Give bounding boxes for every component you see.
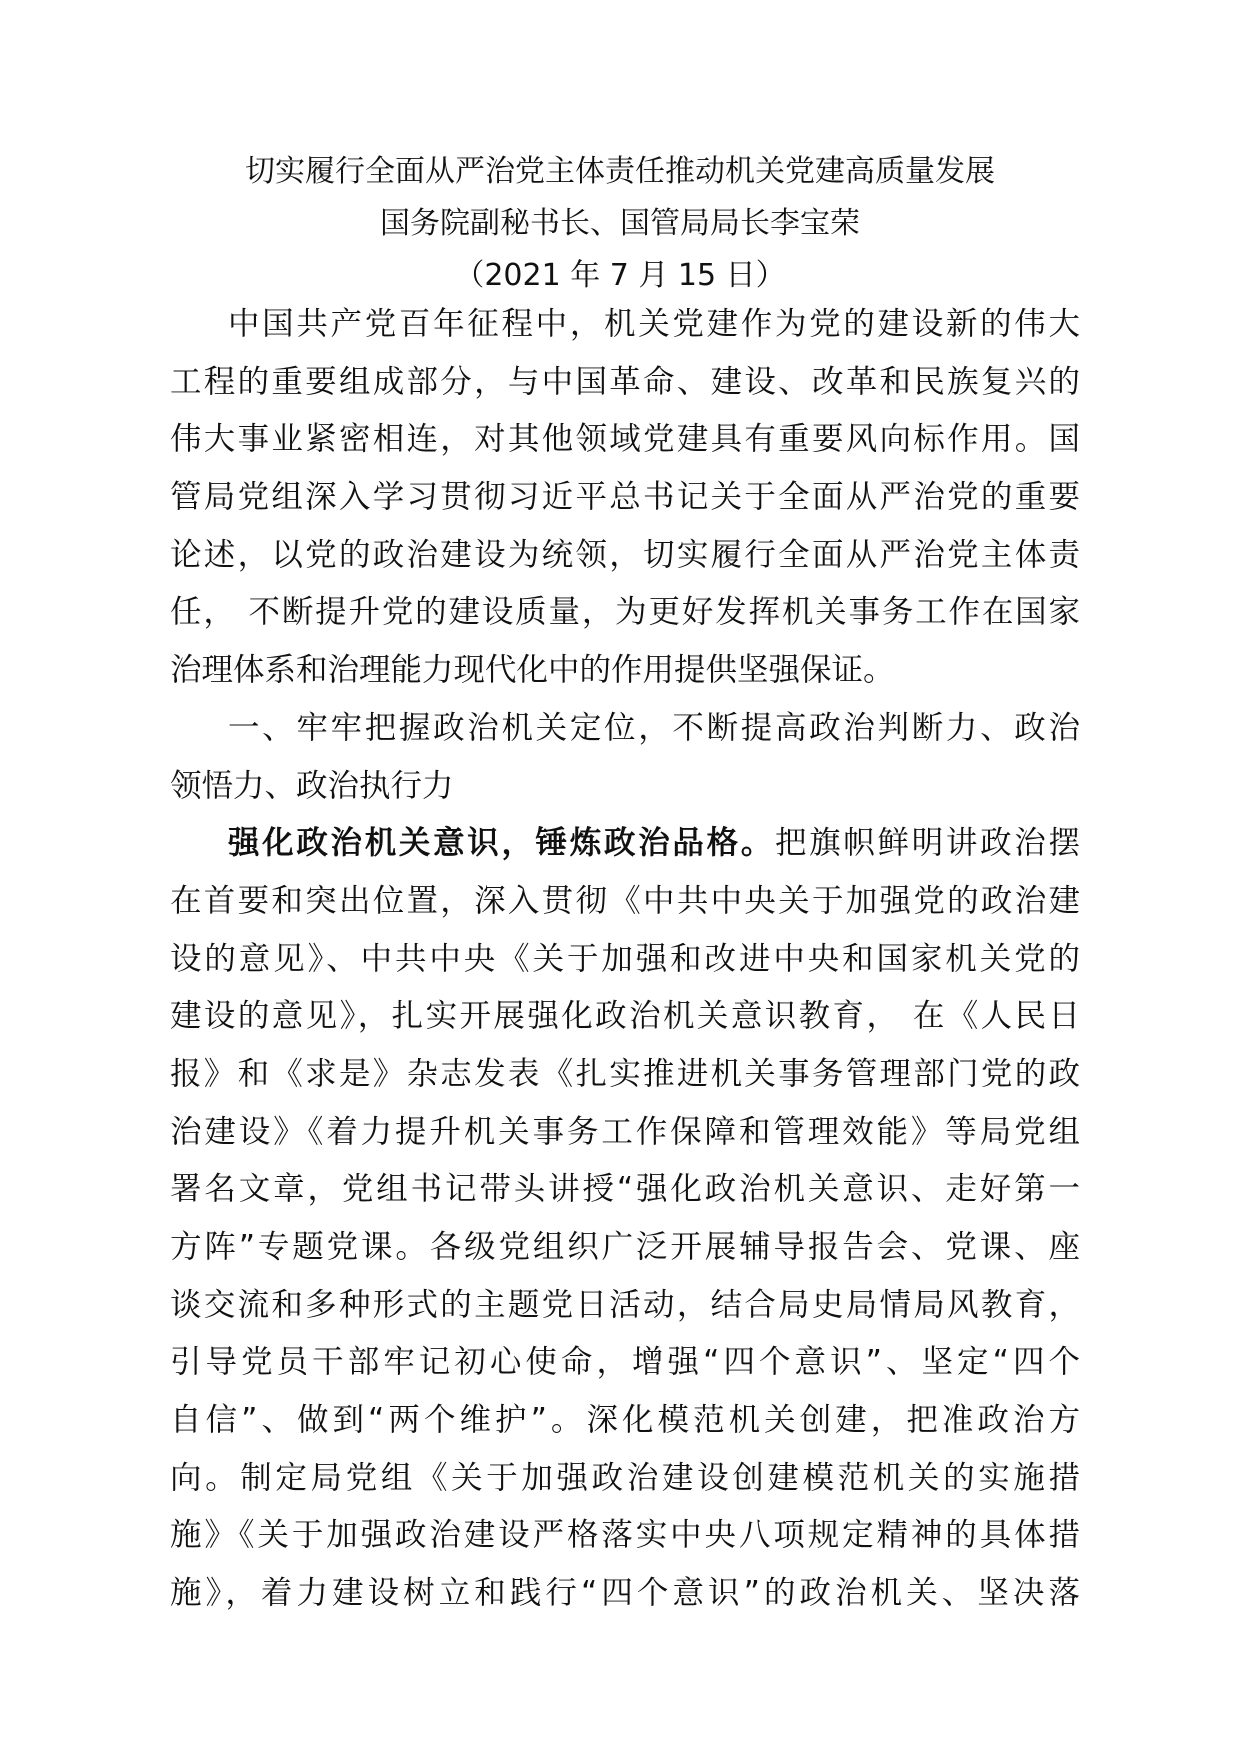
text-line: 工程的重要组成部分，与中国革命、建设、改革和民族复兴的 [170,363,1080,400]
text-line: 向。制定局党组《关于加强政治建设创建模范机关的实施措 [170,1459,1080,1496]
text-line: 谈交流和多种形式的主题党日活动，结合局史局情局风教育， [170,1286,1080,1323]
text-line: 报》和《求是》杂志发表《扎实推进机关事务管理部门党的政 [170,1055,1080,1092]
text-line: 施》《关于加强政治建设严格落实中央八项规定精神的具体措 [170,1517,1080,1554]
lead-line-text: 把旗帜鲜明讲政治摆 [774,825,1080,862]
text-line: 在首要和突出位置，深入贯彻《中共中央关于加强党的政治建 [170,882,1080,919]
section-heading-line: 一、牢牢把握政治机关定位，不断提高政治判断力、政治 [228,709,1080,746]
text-line: 建设的意见》，扎实开展强化政治机关意识教育， 在《人民日 [170,998,1080,1035]
document-title: 切实履行全面从严治党主体责任推动机关党建高质量发展 [245,154,995,189]
text-line: 管局党组深入学习贯彻习近平总书记关于全面从严治党的重要 [170,479,1080,516]
text-line: 中国共产党百年征程中，机关党建作为党的建设新的伟大 [228,306,1080,342]
text-line: 施》，着力建设树立和践行“四个意识”的政治机关、坚决落 [170,1575,1080,1612]
text-line: 自信”、做到“两个维护”。深化模范机关创建，把准政治方 [170,1402,1080,1439]
text-line: 引导党员干部牢记初心使命，增强“四个意识”、坚定“四个 [170,1344,1080,1381]
paragraph-lead-line [170,815,1080,873]
text-line: 治建设》《着力提升机关事务工作保障和管理效能》等局党组 [170,1113,1080,1150]
document-header [150,146,1090,302]
text-line: 署名文章，党组书记带头讲授“强化政治机关意识、走好第一 [170,1171,1080,1208]
section-heading-line: 领悟力、政治执行力 [170,767,454,804]
text-line: 伟大事业紧密相连，对其他领域党建具有重要风向标作用。国 [170,421,1080,458]
text-line: 方阵”专题党课。各级党组织广泛开展辅导报告会、党课、座 [170,1229,1080,1265]
text-line: 论述，以党的政治建设为统领，切实履行全面从严治党主体责 [170,536,1080,573]
text-line: 任， 不断提升党的建设质量，为更好发挥机关事务工作在国家 [170,594,1080,631]
text-line: 治理体系和治理能力现代化中的作用提供坚强保证。 [170,652,895,689]
document-date: （2021 年 7 月 15 日） [454,258,786,293]
text-line: 设的意见》、中共中央《关于加强和改进中央和国家机关党的 [170,940,1080,977]
bold-lead-text: 强化政治机关意识，锤炼政治品格。 [228,825,775,862]
document-author: 国务院副秘书长、国管局局长李宝荣 [380,206,860,241]
document-body [170,296,1080,1623]
